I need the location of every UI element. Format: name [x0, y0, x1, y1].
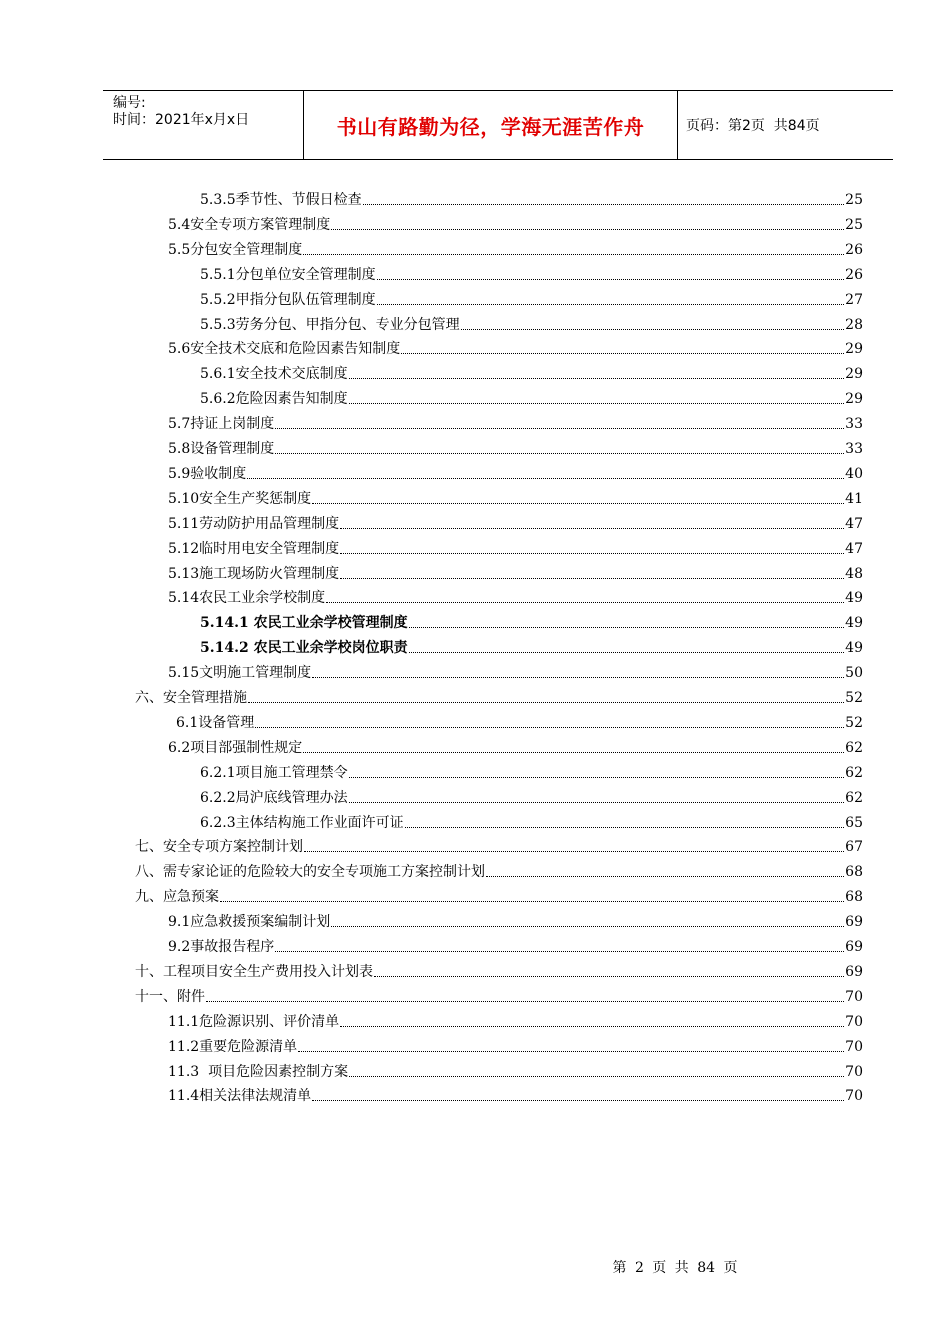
toc-entry[interactable]	[200, 633, 863, 657]
toc-leader-dots	[377, 279, 845, 280]
toc-entry-label: 6.2.2局沪底线管理办法	[200, 789, 348, 806]
toc-entry-page: 49	[845, 615, 863, 632]
toc-leader-dots	[247, 478, 844, 479]
toc-entry[interactable]	[135, 882, 863, 906]
toc-entry[interactable]	[200, 758, 863, 782]
toc-leader-dots	[349, 1076, 844, 1077]
toc-entry-label: 5.9验收制度	[168, 465, 247, 482]
toc-entry[interactable]	[168, 1032, 863, 1056]
page-info-text: 页码：第2页 共84页	[686, 118, 820, 134]
toc-entry-label: 6.2项目部强制性规定	[168, 739, 303, 756]
toc-entry-label: 八、需专家论证的危险较大的安全专项施工方案控制计划	[135, 864, 485, 881]
toc-entry[interactable]	[168, 334, 863, 358]
toc-leader-dots	[461, 329, 845, 330]
toc-entry[interactable]	[176, 708, 863, 732]
toc-leader-dots	[275, 951, 844, 952]
toc-leader-dots	[340, 528, 844, 529]
toc-leader-dots	[340, 1026, 844, 1027]
toc-entry-page: 68	[845, 864, 863, 881]
toc-entry-page: 70	[845, 1013, 863, 1030]
toc-entry-page: 29	[845, 341, 863, 358]
toc-entry-page: 40	[845, 465, 863, 482]
toc-leader-dots	[312, 503, 844, 504]
toc-entry-label: 5.6.1安全技术交底制度	[200, 366, 348, 383]
toc-entry[interactable]	[168, 434, 863, 458]
toc-entry-page: 52	[845, 714, 863, 731]
toc-entry-label: 5.11劳动防护用品管理制度	[168, 515, 340, 532]
toc-entry-label: 5.14.2 农民工业余学校岗位职责	[200, 640, 408, 657]
toc-leader-dots	[275, 453, 844, 454]
toc-entry-page: 47	[845, 540, 863, 557]
toc-entry-label: 11.1危险源识别、评价清单	[168, 1013, 340, 1030]
toc-entry-page: 33	[845, 441, 863, 457]
toc-entry-page: 41	[845, 490, 863, 507]
number-label: 编号:	[113, 95, 146, 111]
toc-entry[interactable]	[168, 459, 863, 483]
toc-entry-page: 29	[845, 366, 863, 383]
toc-entry[interactable]	[135, 857, 863, 881]
toc-leader-dots	[331, 229, 844, 230]
toc-entry-label: 5.6.2危险因素告知制度	[200, 391, 348, 408]
toc-entry[interactable]	[168, 583, 863, 607]
toc-entry-page: 70	[845, 1088, 863, 1105]
toc-leader-dots	[349, 378, 845, 379]
toc-entry-page: 70	[845, 1063, 863, 1080]
toc-entry-page: 26	[845, 266, 863, 283]
toc-entry[interactable]	[168, 409, 863, 433]
header-meta	[103, 91, 304, 159]
toc-leader-dots	[303, 254, 844, 255]
toc-entry-label: 七、安全专项方案控制计划	[135, 839, 303, 856]
toc-entry[interactable]	[168, 733, 863, 757]
toc-entry-label: 九、应急预案	[135, 889, 219, 906]
toc-leader-dots	[220, 901, 844, 902]
header-page-info	[678, 91, 893, 159]
toc-entry[interactable]	[200, 384, 863, 408]
toc-entry[interactable]	[168, 907, 863, 931]
toc-entry-page: 49	[845, 640, 863, 657]
footer-page-number: 第 2 页 共 84 页	[612, 1260, 738, 1276]
toc-entry-page: 62	[845, 764, 863, 781]
toc-entry-label: 5.8设备管理制度	[168, 441, 275, 457]
toc-entry-page: 70	[845, 988, 863, 1005]
toc-entry-label: 11.4相关法律法规清单	[168, 1088, 312, 1105]
toc-leader-dots	[363, 204, 845, 205]
toc-entry-label: 5.6安全技术交底和危险因素告知制度	[168, 341, 401, 358]
toc-entry-label: 5.5.3劳务分包、甲指分包、专业分包管理	[200, 316, 460, 333]
toc-entry-label: 六、安全管理措施	[135, 690, 247, 706]
toc-leader-dots	[349, 403, 845, 404]
toc-entry-label: 5.5分包安全管理制度	[168, 241, 303, 258]
toc-leader-dots	[326, 602, 844, 603]
toc-leader-dots	[374, 976, 844, 977]
toc-entry-page: 69	[845, 963, 863, 980]
toc-leader-dots	[248, 702, 844, 703]
toc-leader-dots	[349, 777, 845, 778]
toc-leader-dots	[303, 752, 844, 753]
toc-entry-page: 62	[845, 789, 863, 806]
toc-entry-label: 9.2事故报告程序	[168, 939, 275, 955]
toc-entry-page: 50	[845, 665, 863, 682]
motto-text: 书山有路勤为径，学海无涯苦作舟	[336, 114, 645, 139]
toc-leader-dots	[409, 652, 845, 653]
toc-entry-page: 29	[845, 391, 863, 408]
toc-leader-dots	[405, 827, 845, 828]
toc-entry-page: 48	[845, 565, 863, 582]
toc-entry-page: 25	[845, 192, 863, 208]
toc-entry[interactable]	[135, 957, 863, 981]
toc-entry[interactable]	[168, 509, 863, 533]
toc-entry[interactable]	[135, 683, 863, 707]
toc-leader-dots	[312, 677, 844, 678]
toc-entry-label: 11.2重要危险源清单	[168, 1038, 298, 1055]
toc-entry[interactable]	[135, 832, 863, 856]
toc-entry[interactable]	[200, 359, 863, 383]
toc-entry-label: 9.1应急救援预案编制计划	[168, 914, 331, 931]
toc-entry[interactable]	[135, 982, 863, 1006]
toc-entry-page: 33	[845, 416, 863, 433]
toc-entry-label: 5.14.1 农民工业余学校管理制度	[200, 615, 408, 632]
toc-entry-page: 52	[845, 690, 863, 706]
page-footer	[600, 1257, 750, 1277]
toc-leader-dots	[377, 304, 845, 305]
toc-entry-page: 47	[845, 515, 863, 532]
toc-leader-dots	[255, 727, 844, 728]
toc-entry[interactable]	[168, 235, 863, 259]
toc-entry-page: 28	[845, 316, 863, 333]
toc-entry-label: 5.5.1分包单位安全管理制度	[200, 266, 376, 283]
toc-entry-label: 6.2.3主体结构施工作业面许可证	[200, 814, 404, 831]
toc-entry[interactable]	[168, 1081, 863, 1105]
toc-entry-page: 62	[845, 739, 863, 756]
toc-entry-label: 11.3 项目危险因素控制方案	[168, 1063, 349, 1080]
toc-leader-dots	[298, 1051, 844, 1052]
toc-entry-page: 69	[845, 939, 863, 955]
toc-entry[interactable]	[168, 1007, 863, 1031]
toc-leader-dots	[340, 578, 844, 579]
toc-entry[interactable]	[168, 1057, 863, 1081]
toc-entry[interactable]	[168, 534, 863, 558]
toc-entry-page: 25	[845, 216, 863, 233]
toc-entry[interactable]	[200, 310, 863, 334]
toc-entry-label: 6.1设备管理	[176, 714, 255, 731]
toc-entry-label: 6.2.1项目施工管理禁令	[200, 764, 348, 781]
toc-leader-dots	[349, 802, 845, 803]
toc-entry[interactable]	[200, 285, 863, 309]
toc-entry-page: 65	[845, 814, 863, 831]
toc-entry-label: 5.7持证上岗制度	[168, 416, 275, 433]
toc-entry[interactable]	[200, 185, 863, 209]
toc-entry-page: 67	[845, 839, 863, 856]
toc-entry-page: 26	[845, 241, 863, 258]
time-label: 时间：2021年x月x日	[113, 112, 250, 128]
header-motto	[304, 91, 678, 159]
toc-entry-label: 5.10安全生产奖惩制度	[168, 490, 312, 507]
toc-entry-label: 十一、附件	[135, 988, 205, 1005]
toc-leader-dots	[206, 1001, 844, 1002]
toc-entry[interactable]	[200, 260, 863, 284]
page-header	[103, 90, 893, 160]
toc-entry-label: 5.13施工现场防火管理制度	[168, 565, 340, 582]
toc-entry-page: 49	[845, 590, 863, 607]
toc-leader-dots	[340, 553, 844, 554]
toc-entry-page: 27	[845, 291, 863, 308]
toc-entry-page: 70	[845, 1038, 863, 1055]
toc-leader-dots	[331, 926, 844, 927]
toc-entry-page: 68	[845, 889, 863, 906]
toc-entry-page: 69	[845, 914, 863, 931]
toc-entry[interactable]	[168, 210, 863, 234]
toc-leader-dots	[304, 851, 844, 852]
toc-entry[interactable]	[168, 484, 863, 508]
toc-leader-dots	[312, 1100, 844, 1101]
toc-entry[interactable]	[168, 559, 863, 583]
toc-leader-dots	[401, 353, 844, 354]
toc-entry[interactable]	[200, 783, 863, 807]
toc-entry-label: 5.15文明施工管理制度	[168, 665, 312, 682]
toc-entry-label: 5.12临时用电安全管理制度	[168, 540, 340, 557]
toc-entry-label: 5.5.2甲指分包队伍管理制度	[200, 291, 376, 308]
toc-entry[interactable]	[200, 808, 863, 832]
toc-entry-label: 5.14农民工业余学校制度	[168, 590, 326, 607]
toc-entry-label: 5.4安全专项方案管理制度	[168, 216, 331, 233]
toc-leader-dots	[275, 428, 844, 429]
toc-entry[interactable]	[168, 932, 863, 956]
toc-entry-label: 十、工程项目安全生产费用投入计划表	[135, 963, 373, 980]
toc-entry-label: 5.3.5季节性、节假日检查	[200, 192, 362, 208]
toc-leader-dots	[486, 876, 844, 877]
toc-entry[interactable]	[168, 658, 863, 682]
toc-leader-dots	[409, 627, 845, 628]
toc-entry[interactable]	[200, 608, 863, 632]
